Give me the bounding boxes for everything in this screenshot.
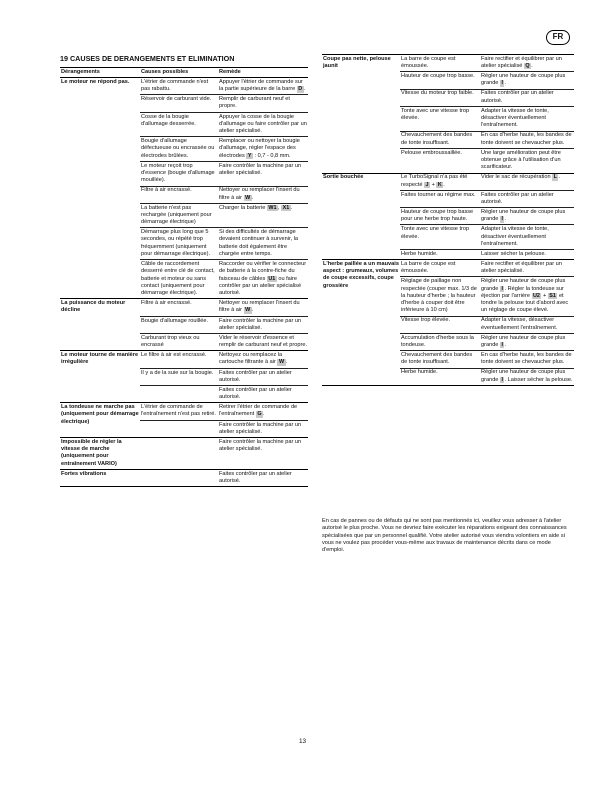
remedy-cell: Laisser sécher la pelouse. — [480, 250, 574, 260]
problem-cell: Sortie bouchée — [322, 173, 400, 260]
figure-reference-badge: L — [553, 174, 557, 181]
cause-cell: La barre de coupe est émoussée. — [400, 260, 480, 277]
remedy-cell: En cas d'herbe haute, les bandes de tonte doivent se chevaucher plus. — [480, 131, 574, 148]
cause-cell: Accumulation d'herbe sous la tondeuse. — [400, 333, 480, 350]
problem-cell: L'herbe paillée a un mauvais aspect : grumeaux, volumes de coupe excessifs, coupe grossière — [322, 260, 400, 386]
table-row — [60, 438, 308, 470]
table-row — [60, 78, 308, 95]
remedy-cell: Faire rectifier et équilibrer par un atelier spécialisé. — [480, 260, 574, 277]
table-row — [60, 299, 308, 316]
remedy-cell: Remplacer ou nettoyer la bougie d'allumage, régler l'espace des électrodes Y : 0,7 - 0,8 mm. — [218, 137, 308, 162]
cause-cell — [140, 386, 218, 403]
figure-reference-badge: W — [278, 359, 285, 366]
remedy-cell: En cas d'herbe haute, les bandes de tonte doivent se chevaucher plus. — [480, 351, 574, 368]
table-row — [322, 55, 574, 72]
cause-cell — [140, 420, 218, 437]
cause-cell: Hauteur de coupe trop basse. — [400, 72, 480, 89]
page-number: 13 — [299, 738, 307, 745]
problem-cell: Fortes vibrations — [60, 469, 140, 486]
cause-cell: Chevauchement des bandes de tonte insuffisant. — [400, 131, 480, 148]
cause-cell: Réglage de paillage non respectée (couper max. 1/3 de la hauteur d'herbe ; la hauteur d'herbe à couper doit être inférieure à 10 cm) — [400, 277, 480, 316]
figure-reference-badge: K — [437, 181, 442, 188]
table-row — [60, 403, 308, 420]
figure-reference-badge: J — [425, 181, 429, 188]
cause-cell: Vitesse trop élevée. — [400, 316, 480, 333]
cause-cell: Cosse de la bougie d'allumage desserrée. — [140, 112, 218, 137]
remedy-cell: Vider le réservoir d'essence et remplir de carburant neuf et propre. — [218, 334, 308, 351]
cause-cell — [140, 469, 218, 486]
table-row — [322, 260, 574, 277]
table-header-row — [60, 68, 308, 78]
problem-cell: Impossible de régler la vitesse de marche (uniquement pour entraînement VARIO) — [60, 438, 140, 470]
figure-reference-badge: W — [245, 307, 251, 314]
cause-cell: Bougie d'allumage rouillée. — [140, 316, 218, 333]
figure-reference-badge: U1 — [268, 275, 276, 282]
troubleshooting-table-right — [322, 54, 574, 386]
remedy-cell: Nettoyer ou remplacer l'insert du filtre à air W . — [218, 186, 308, 203]
cause-cell: Tonte avec une vitesse trop élevée. — [400, 106, 480, 131]
cause-cell: Réservoir de carburant vide. — [140, 95, 218, 112]
column-header-problem: Dérangements — [60, 68, 140, 78]
problem-cell: La puissance du moteur décline — [60, 299, 140, 351]
cause-cell — [140, 438, 218, 470]
remedy-cell: Nettoyer ou remplacer l'insert du filtre à air W . — [218, 299, 308, 316]
figure-reference-badge: S1 — [549, 292, 556, 299]
cause-cell: Faites tourner au régime max. — [400, 190, 480, 207]
figure-reference-badge: I — [501, 376, 503, 383]
remedy-cell: Adapter la vitesse de tonte, désactiver éventuellement l'entraînement. — [480, 225, 574, 250]
table-row — [322, 173, 574, 190]
remedy-cell: Régler une hauteur de coupe plus grande I . — [480, 208, 574, 225]
cause-cell: Hauteur de coupe trop basse pour une herbe trop haute. — [400, 208, 480, 225]
cause-cell: Pelouse embroussaillée. — [400, 148, 480, 173]
language-badge: FR — [546, 30, 570, 45]
cause-cell: Démarrage plus long que 5 secondes, ou répété trop fréquemment (uniquement pour démarrage électrique). — [140, 228, 218, 260]
figure-reference-badge: X1 — [282, 204, 290, 211]
cause-cell: Bougie d'allumage défectueuse ou encrassée ou électrodes brûlées. — [140, 137, 218, 162]
cause-cell: Carburant trop vieux ou encrassé — [140, 334, 218, 351]
troubleshooting-table-left — [60, 67, 308, 487]
cause-cell: Filtre à air encrassé. — [140, 299, 218, 316]
figure-reference-badge: I — [501, 285, 503, 292]
figure-reference-badge: W1 — [268, 204, 277, 211]
remedy-cell: Faites contrôler par un atelier autorisé. — [480, 190, 574, 207]
cause-cell: Chevauchement des bandes de tonte insuffisant. — [400, 351, 480, 368]
column-header-remedy: Remède — [218, 68, 308, 78]
cause-cell: Filtre à air encrassé. — [140, 186, 218, 203]
figure-reference-badge: I — [501, 216, 503, 223]
cause-cell: Il y a de la suie sur la bougie. — [140, 368, 218, 385]
remedy-cell: Nettoyez ou remplacez la cartouche filtrante à air W . — [218, 351, 308, 368]
remedy-cell: Régler une hauteur de coupe plus grande I . Régler la tondeuse sur éjection par l'arrière U2 + S1 et tondre la pelouse tout d'abord avec un réglage de coupe élevé. — [480, 277, 574, 316]
cause-cell: Le moteur reçoit trop d'essence (bougie d'allumage mouillée). — [140, 161, 218, 186]
remedy-cell: Vider le sac de récupération L . — [480, 173, 574, 190]
cause-cell: Câble de raccordement desserré entre clé de contact, batterie et moteur ou sans contact (uniquement pour démarrage électrique). — [140, 260, 218, 299]
cause-cell: Le TurboSignal n'a pas été respecté J + K . — [400, 173, 480, 190]
problem-cell: La tondeuse ne marche pas (uniquement pour démarrage électrique) — [60, 403, 140, 438]
remedy-cell: Faire contrôler la machine par un atelier spécialisé. — [218, 420, 308, 437]
figure-reference-badge: D — [298, 86, 303, 93]
table-row — [60, 469, 308, 486]
figure-reference-badge: Q — [525, 63, 530, 70]
remedy-cell: Remplir de carburant neuf et propre. — [218, 95, 308, 112]
remedy-cell: Si des difficultés de démarrage devaient continuer à survenir, la batterie doit également être chargée entre temps. — [218, 228, 308, 260]
remedy-cell: Régler une hauteur de coupe plus grande I . — [480, 333, 574, 350]
problem-cell: Le moteur ne répond pas. — [60, 78, 140, 299]
remedy-cell: Régler une hauteur de coupe plus grande I . — [480, 72, 574, 89]
cause-cell: La barre de coupe est émoussée. — [400, 55, 480, 72]
table-row — [60, 351, 308, 368]
remedy-cell: Raccorder ou vérifier le connecteur de batterie à la contre-fiche du faisceau de câbles U1 ou faire contrôler par un atelier spécialisé autorisé. — [218, 260, 308, 299]
figure-reference-badge: U2 — [533, 292, 540, 299]
problem-cell: Le moteur tourne de manière irrégulière — [60, 351, 140, 403]
remedy-cell: Retirer l'étrier de commande de l'entraînement G . — [218, 403, 308, 420]
column-header-cause: Causes possibles — [140, 68, 218, 78]
cause-cell: Tonte avec une vitesse trop élevée. — [400, 225, 480, 250]
remedy-cell: Adapter la vitesse de tonte, désactiver éventuellement l'entraînement. — [480, 106, 574, 131]
remedy-cell: Appuyer la cosse de la bougie d'allumage ou faire contrôler par un atelier spécialisé. — [218, 112, 308, 137]
figure-reference-badge: W — [245, 194, 251, 201]
remedy-cell: Faites contrôler par un atelier autorisé. — [218, 386, 308, 403]
remedy-cell: Faire contrôler la machine par un atelier spécialisé. — [218, 438, 308, 470]
cause-cell: Vitesse du moteur trop faible. — [400, 89, 480, 106]
figure-reference-badge: I — [501, 80, 503, 87]
remedy-cell: Une large amélioration peut être obtenue grâce à l'utilisation d'un scarificateur. — [480, 148, 574, 173]
remedy-cell: Appuyer l'étrier de commande sur la partie supérieure de la barre D . — [218, 78, 308, 95]
service-note: En cas de pannes ou de défauts qui ne sont pas mentionnés ici, veuillez vous adresser à l'atelier autorisé le plus proche. Vous ne devriez faire exécuter les réparations exigeant des connaissances spécialisées que par un personnel qualifié. Votre atelier autorisé vous viendra volontiers en aide si vous ne voulez pas procéder vous-même aux travaux de maintenance décrits dans ce mode d'emploi. — [322, 518, 567, 554]
cause-cell: Herbe humide. — [400, 368, 480, 385]
remedy-cell: Faites contrôler par un atelier autorisé. — [218, 368, 308, 385]
remedy-cell: Faire rectifier et équilibrer par un atelier spécialisé Q . — [480, 55, 574, 72]
remedy-cell: Faites contrôler par un atelier autorisé. — [480, 89, 574, 106]
remedy-cell: Faire contrôler la machine par un atelier spécialisé. — [218, 161, 308, 186]
remedy-cell: Adapter la vitesse, désactiver éventuellement l'entraînement. — [480, 316, 574, 333]
cause-cell: La batterie n'est pas rechargée (uniquement pour démarrage électrique) — [140, 203, 218, 228]
figure-reference-badge: I — [501, 341, 503, 348]
cause-cell: L'étrier de commande n'est pas rabattu. — [140, 78, 218, 95]
remedy-cell: Faites contrôler par un atelier autorisé. — [218, 469, 308, 486]
cause-cell: Le filtre à air est encrassé. — [140, 351, 218, 368]
figure-reference-badge: Y — [247, 152, 252, 159]
figure-reference-badge: G — [257, 411, 262, 418]
remedy-cell: Faire contrôler la machine par un atelier spécialisé. — [218, 316, 308, 333]
cause-cell: L'étrier de commande de l'entraînement n'est pas retiré. — [140, 403, 218, 420]
remedy-cell: Charger la batterie W1 , X1 . — [218, 203, 308, 228]
section-title: 19 CAUSES DE DERANGEMENTS ET ELIMINATION — [60, 54, 235, 63]
problem-cell: Coupe pas nette, pelouse jaunit — [322, 55, 400, 174]
remedy-cell: Régler une hauteur de coupe plus grande I . Laisser sécher la pelouse. — [480, 368, 574, 385]
cause-cell: Herbe humide. — [400, 250, 480, 260]
